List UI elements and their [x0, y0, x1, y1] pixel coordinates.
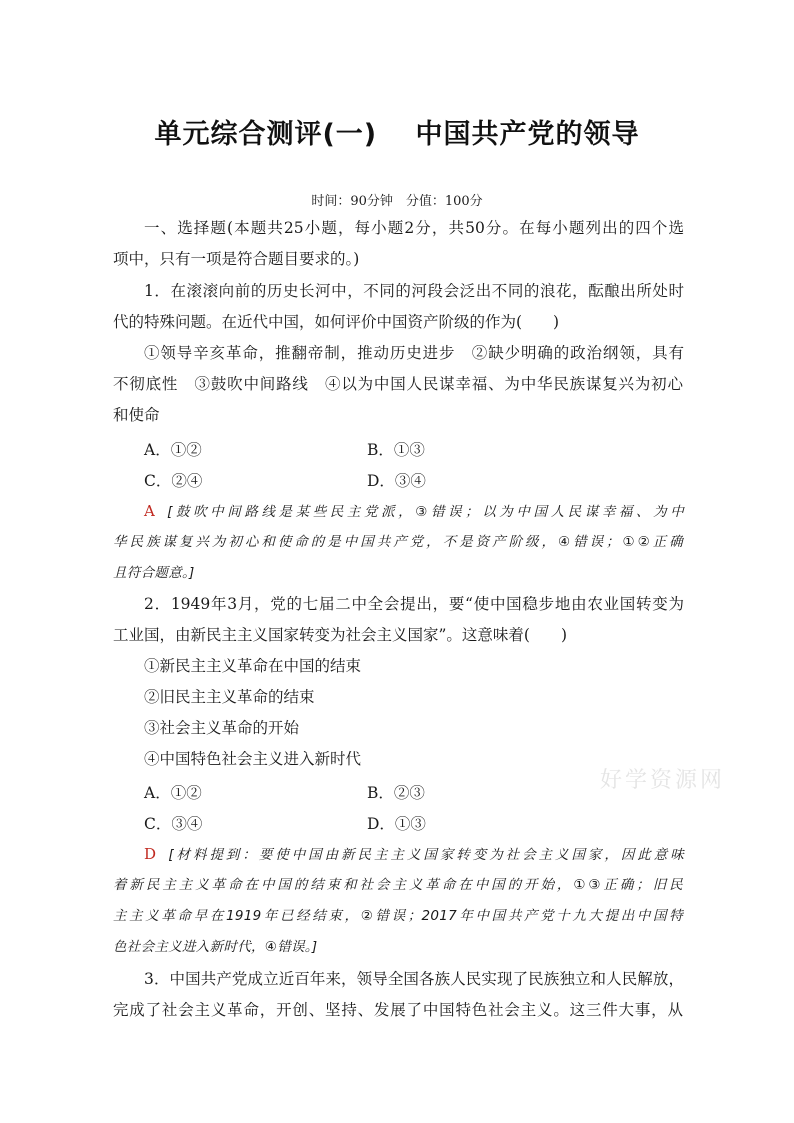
question-1-items-end: 和使命	[113, 406, 160, 424]
question-2-option-c: C．③④	[144, 815, 203, 833]
question-1-option-b: B．①③	[367, 441, 425, 459]
question-1-option-c: C．②④	[144, 472, 203, 490]
answer-letter: D	[144, 845, 157, 863]
question-2-item: ①新民主主义革命在中国的结束	[144, 657, 362, 675]
question-2-explanation-cont: 着新民主主义革命在中国的结束和社会主义革命在中国的开始，①③正确；旧民	[113, 877, 683, 893]
question-1-option-d: D．③④	[367, 472, 426, 490]
question-2-item: ②旧民主主义革命的结束	[144, 688, 315, 706]
page-title: 单元综合测评(一) 中国共产党的领导	[154, 119, 640, 150]
question-2-item: ③社会主义革命的开始	[144, 719, 300, 737]
question-2-option-d: D．①③	[367, 815, 426, 833]
answer-letter: A	[144, 502, 156, 520]
question-1-stem: 1．在滚滚向前的历史长河中，不同的河段会泛出不同的浪花，酝酿出所处时	[144, 282, 684, 300]
question-3-stem-cont: 完成了社会主义革命，开创、坚持、发展了中国特色社会主义。这三件大事，从	[113, 1001, 683, 1019]
question-1-explanation-end: 且符合题意。]	[113, 565, 195, 581]
question-1-items-cont: 不彻底性 ③鼓吹中间路线 ④以为中国人民谋幸福、为中华民族谋复兴为初心	[113, 375, 683, 393]
question-2-option-b: B．②③	[367, 784, 425, 802]
watermark: 好学资源网	[600, 768, 726, 793]
question-2-explanation: D [材料提到：要使中国由新民主主义国家转变为社会主义国家，因此意味	[144, 845, 684, 863]
question-2-explanation-cont: 主主义革命早在1919年已经结束，②错误；2017年中国共产党十九大提出中国特	[113, 908, 683, 924]
section-heading-cont: 项中，只有一项是符合题目要求的。)	[113, 250, 360, 268]
question-2-stem: 2．1949年3月，党的七届二中全会提出，要“使中国稳步地由农业国转变为	[144, 595, 684, 613]
section-heading: 一、选择题(本题共25小题，每小题2分，共50分。在每小题列出的四个选	[144, 219, 684, 237]
question-1-explanation-cont: 华民族谋复兴为初心和使命的是中国共产党，不是资产阶级，④错误；①②正确	[113, 534, 683, 550]
question-1-option-a: A．①②	[144, 441, 202, 459]
question-2-option-a: A．①②	[144, 784, 202, 802]
question-2-item: ④中国特色社会主义进入新时代	[144, 750, 362, 768]
question-1-stem-cont: 代的特殊问题。在近代中国，如何评价中国资产阶级的作为( )	[113, 313, 560, 331]
question-3-stem: 3．中国共产党成立近百年来，领导全国各族人民实现了民族独立和人民解放，	[144, 970, 684, 988]
exam-meta: 时间：90分钟 分值：100分	[311, 194, 483, 209]
question-2-stem-cont: 工业国，由新民主主义国家转变为社会主义国家”。这意味着( )	[113, 626, 568, 644]
question-1-items: ①领导辛亥革命，推翻帝制，推动历史进步 ②缺少明确的政治纲领，具有	[144, 344, 684, 362]
question-2-explanation-end: 色社会主义进入新时代，④错误。]	[113, 939, 318, 955]
question-1-explanation: A [鼓吹中间路线是某些民主党派，③错误；以为中国人民谋幸福、为中	[144, 502, 684, 520]
